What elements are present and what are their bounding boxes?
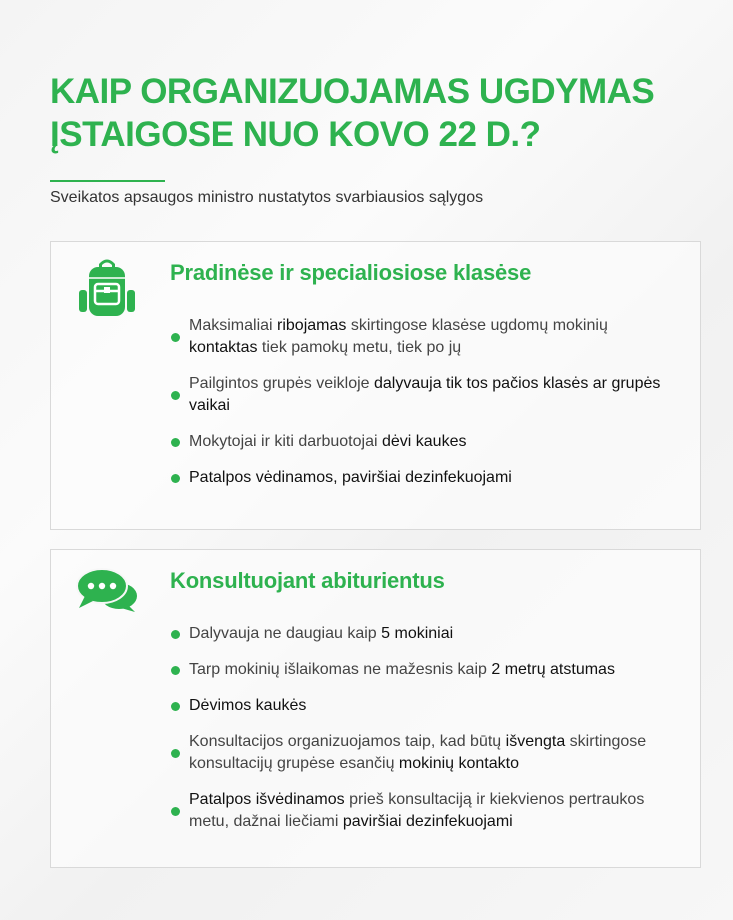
bullet-dot bbox=[171, 630, 180, 639]
list-item: Pailgintos grupės veikloje dalyvauja tik tos pačios klasės ar grupės vaikai bbox=[171, 373, 671, 417]
bullet-dot bbox=[171, 474, 180, 483]
list-item: Tarp mokinių išlaikomas ne mažesnis kaip 2 metrų atstumas bbox=[171, 659, 671, 681]
list-item: Dėvimos kaukės bbox=[171, 695, 671, 717]
backpack-icon bbox=[75, 258, 139, 323]
section-card-graduates bbox=[50, 549, 701, 868]
bullet-dot bbox=[171, 333, 180, 342]
page-subtitle: Sveikatos apsaugos ministro nustatytos svarbiausios sąlygos bbox=[50, 189, 484, 206]
list-item: Patalpos vėdinamos, paviršiai dezinfekuojami bbox=[171, 467, 671, 489]
title-line-1: KAIP ORGANIZUOJAMAS UGDYMAS bbox=[50, 72, 655, 111]
title-line-2: ĮSTAIGOSE NUO KOVO 22 D.? bbox=[50, 115, 541, 154]
title-divider bbox=[50, 180, 165, 182]
list-item: Patalpos išvėdinamos prieš konsultaciją ir kiekvienos pertraukos metu, dažnai liečiami paviršiai dezinfekuojami bbox=[171, 789, 671, 833]
page-title bbox=[50, 70, 690, 156]
section-card-primary-classes bbox=[50, 241, 701, 530]
chat-bubbles-icon bbox=[75, 566, 139, 621]
list-item: Maksimaliai ribojamas skirtingose klasėse ugdomų mokinių kontaktas tiek pamokų metu, tiek po jų bbox=[171, 315, 671, 359]
conditions-list bbox=[171, 315, 671, 503]
conditions-list bbox=[171, 623, 671, 847]
list-item: Konsultacijos organizuojamos taip, kad būtų išvengta skirtingose konsultacijų grupėse esančių mokinių kontakto bbox=[171, 731, 671, 775]
bullet-dot bbox=[171, 438, 180, 447]
bullet-dot bbox=[171, 749, 180, 758]
section-title: Konsultuojant abiturientus bbox=[170, 568, 445, 593]
section-title: Pradinėse ir specialiosiose klasėse bbox=[170, 260, 532, 285]
bullet-dot bbox=[171, 702, 180, 711]
bullet-dot bbox=[171, 391, 180, 400]
list-item: Mokytojai ir kiti darbuotojai dėvi kaukes bbox=[171, 431, 671, 453]
bullet-dot bbox=[171, 807, 180, 816]
bullet-dot bbox=[171, 666, 180, 675]
list-item: Dalyvauja ne daugiau kaip 5 mokiniai bbox=[171, 623, 671, 645]
